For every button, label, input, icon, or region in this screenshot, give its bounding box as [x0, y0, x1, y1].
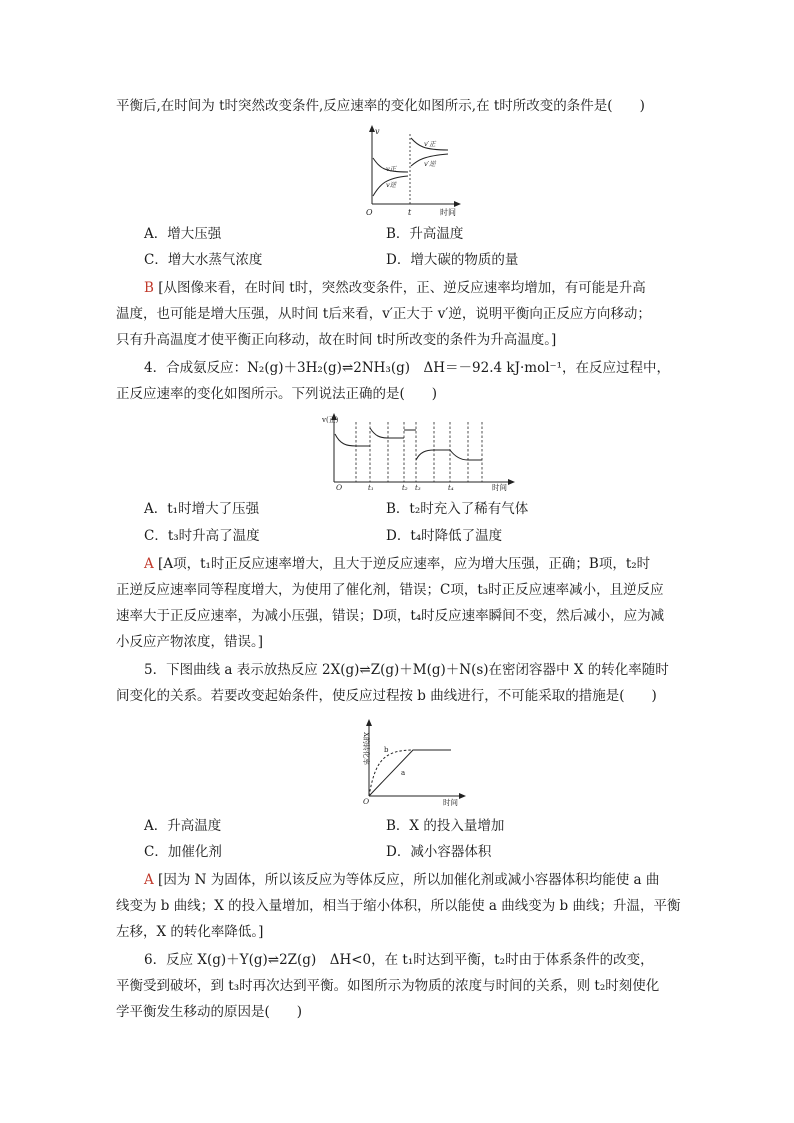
q4-t4: t₄ [448, 484, 454, 492]
q4-seg-initial [335, 434, 356, 446]
q3-option-a: A．增大压强 [144, 226, 222, 242]
q4-stem-line1: 4．合成氨反应：N₂(g)＋3H₂(g)⇌2NH₃(g) ΔH＝－92.4 kJ·mol⁻¹，在反应过程中， [144, 360, 671, 376]
q4-option-c: C．t₃时升高了温度 [144, 528, 260, 544]
q5-stem-line1: 5．下图曲线 a 表示放热反应 2X(g)⇌Z(g)＋M(g)＋N(s)在密闭容器中 X 的转化率随时 [144, 662, 669, 678]
q3-explain-line2: 温度，也可能是增大压强，从时间 t后来看，v′正大于 v′逆，说明平衡向正反应方向移动； [116, 306, 651, 322]
q4-explain-line3: 速率大于正反应速率，为减小压强，错误；D项，t₄时反应速率瞬间不变，然后减小，应为减 [116, 608, 665, 624]
q5-curve-a-label: a [401, 769, 406, 777]
q5-explain-line2: 线变为 b 曲线；X 的投入量增加，相当于缩小体积，所以能使 a 曲线变为 b 曲线；升温，平衡 [116, 898, 681, 914]
q3-rate-figure [364, 124, 468, 216]
q4-x-arrow [508, 479, 515, 485]
q4-dashlines [356, 422, 482, 482]
q3-x-arrow [454, 201, 461, 207]
q6-stem-line1: 6．反应 X(g)＋Y(g)⇌2Z(g) ΔH<0，在 t₁时达到平衡，t₂时由于体系条件的改变， [144, 952, 654, 968]
q3-vfwd-prime-label: v′正 [424, 140, 436, 148]
q3-explain-line3: 只有升高温度才使平衡正向移动，故在时间 t时所改变的条件为升高温度。] [116, 332, 557, 348]
q4-x-label: 时间 [492, 483, 507, 492]
q4-t2: t₂ [402, 484, 408, 492]
q5-origin: O [363, 797, 370, 806]
q4-option-d: D．t₄时降低了温度 [386, 528, 503, 544]
q3-stem-line1: 平衡后,在时间为 t时突然改变条件,反应速率的变化如图所示,在 t时所改变的条件是( ) [116, 98, 645, 114]
q5-option-b: B．X 的投入量增加 [386, 818, 505, 834]
q4-answer: A [144, 556, 154, 572]
q5-stem-line2: 间变化的关系。若要改变起始条件，使反应过程按 b 曲线进行，不可能采取的措施是( ) [116, 688, 657, 704]
q4-rate-figure [322, 410, 518, 494]
q5-explain-line3: 左移，X 的转化率降低。] [116, 924, 264, 940]
q4-seg-after-t3 [416, 450, 434, 460]
q5-option-a: A．升高温度 [144, 818, 222, 834]
q3-t-label: t [408, 208, 412, 216]
q3-option-c: C．增大水蒸气浓度 [144, 252, 263, 268]
q4-explain-text1: [A项，t₁时正反应速率增大，且大于逆反应速率，应为增大压强，正确；B项，t₂时 [158, 556, 651, 572]
q5-x-label: 时间 [443, 798, 458, 807]
q4-option-a: A．t₁时增大了压强 [144, 501, 260, 517]
q5-option-c: C．加催化剂 [144, 844, 222, 860]
q3-explain-text1: [从图像来看，在时间 t时，突然改变条件，正、逆反应速率均增加，有可能是升高 [158, 280, 646, 296]
q4-option-b: B．t₂时充入了稀有气体 [386, 501, 529, 517]
q5-y-label: X的转化率 [362, 732, 370, 765]
q5-answer: A [144, 872, 154, 888]
q6-stem-line2: 平衡受到破坏，到 t₃时再次达到平衡。如图所示为物质的浓度与时间的关系，则 t₂时刻使化 [116, 978, 660, 994]
q5-explain-line1 [144, 870, 659, 890]
q3-explain-line1 [144, 278, 646, 298]
q5-x-arrow [459, 793, 466, 799]
q5-y-arrow [366, 719, 372, 726]
q3-vrev-prime-label: v′逆 [424, 160, 436, 168]
q4-explain-line1 [144, 554, 650, 574]
q3-x-label: 时间 [440, 208, 456, 216]
q3-origin: O [366, 208, 373, 216]
q5-conversion-figure [355, 716, 473, 808]
q4-y-label: v(正) [322, 416, 339, 424]
q4-explain-line2: 正逆反应速率同等程度增大，为使用了催化剂，错误；C项，t₃时正反应速率减小，且逆反应 [116, 582, 664, 598]
q4-seg-after-t1 [370, 428, 388, 438]
q3-option-b: B．升高温度 [386, 226, 464, 242]
q4-origin: O [336, 483, 343, 492]
q5-curve-b-label: b [384, 746, 389, 754]
q3-vrev-label: v逆 [386, 181, 397, 189]
q6-stem-line3: 学平衡发生移动的原因是( ) [116, 1004, 303, 1020]
q4-t3: t₃ [415, 484, 421, 492]
q5-option-d: D．减小容器体积 [386, 844, 492, 860]
q3-y-label: v [375, 127, 380, 136]
q5-curve-a [369, 750, 451, 796]
q4-explain-line4: 小反应产物浓度，错误。] [116, 634, 264, 650]
q3-option-d: D．增大碳的物质的量 [386, 252, 519, 268]
q4-t1: t₁ [368, 484, 374, 492]
q5-explain-text1: [因为 N 为固体，所以该反应为等体反应，所以加催化剂或减小容器体积均能使 a 曲 [158, 872, 660, 888]
q4-seg-after-t4 [450, 450, 468, 460]
q4-stem-line2: 正反应速率的变化如图所示。下列说法正确的是( ) [116, 386, 438, 402]
q3-answer: B [144, 280, 154, 296]
q3-vfwd-label: v正 [386, 165, 397, 173]
